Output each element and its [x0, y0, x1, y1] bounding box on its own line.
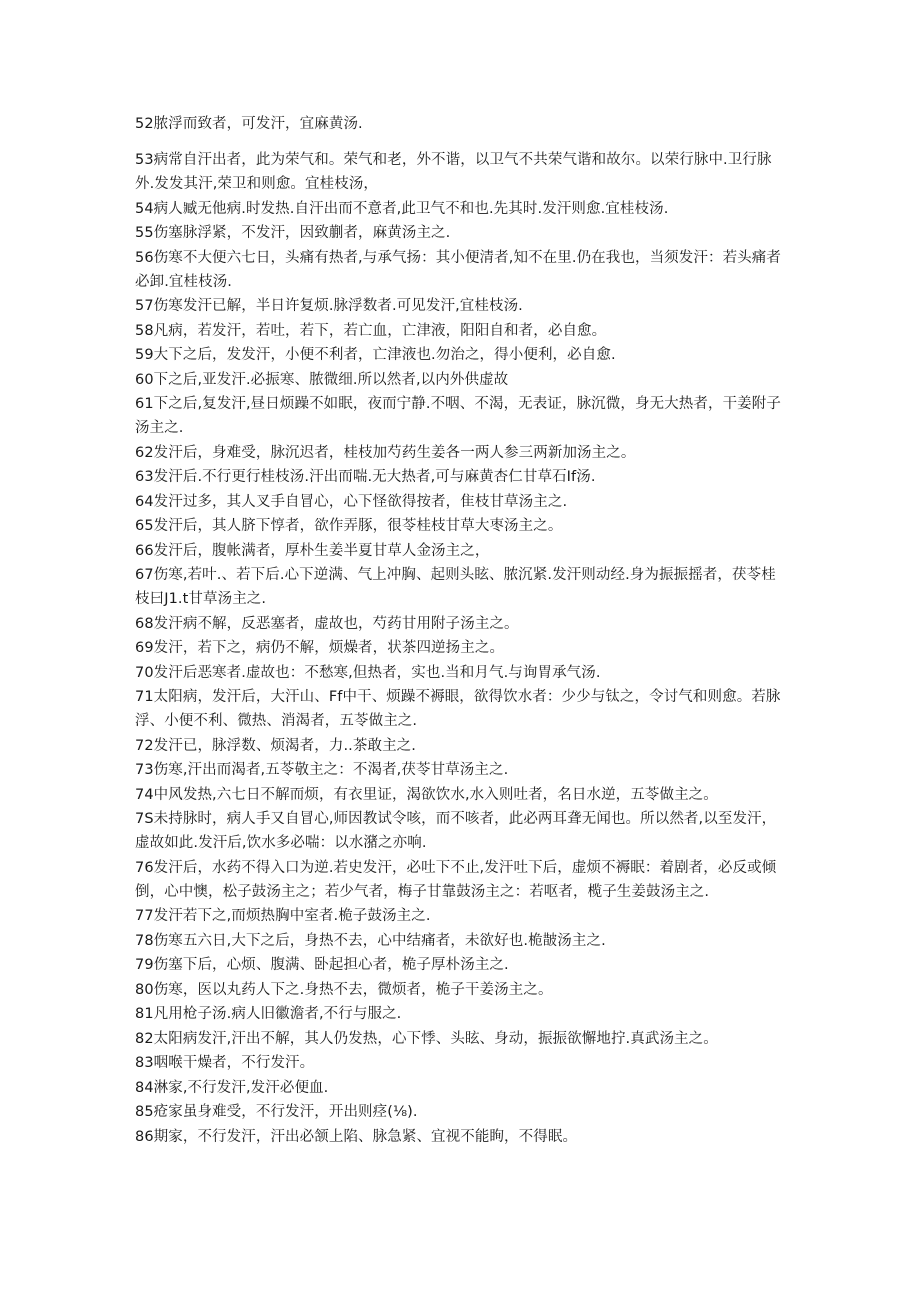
paragraph-76: 76发汗后，水药不得入口为逆.若史发汗，必吐下不止,发汗吐下后，虚烦不褥眠：着剧者，必反或倾倒，心中懊，松子鼓汤主之；若少气者，梅子甘靠鼓汤主之：若呕者，榄子生姜鼓汤主之. — [135, 859, 777, 900]
paragraph-71: 71太阳病，发汗后，大汗山、Ff中干、烦躁不褥眼，欲得饮水者：少少与钛之，令讨气和则愈。若脉浮、小便不利、微热、消渴者，五苓做主之. — [135, 689, 781, 729]
paragraph-60: 60下之后,亚发汗.必振寒、脓微细.所以然者,以内外供虚故 — [135, 371, 509, 388]
paragraph-64: 64发汗过多，其人叉手自冒心，心下怪欲得按者，隹枝甘草汤主之. — [135, 493, 568, 510]
paragraph-68: 68发汗病不解，反恶塞者，虚故也，芍药甘用附子汤主之。 — [135, 615, 519, 632]
paragraph-61: 61下之后,复发汗,昼日烦躁不如眠，夜而宁静.不咽、不渴，无表证，脉沉微，身无大热者，干姜附子汤主之. — [135, 396, 781, 436]
paragraph-81: 81凡用枪子汤.病人旧徽澹者,不行与服之. — [135, 1006, 402, 1022]
paragraph-65: 65发汗后，其人脐下惇者，欲作弄豚，很苓桂枝甘草大枣汤主之。 — [135, 518, 563, 534]
paragraph-86: 86期家，不行发汗，汗出必颔上陷、脉急紧、宜视不能眴，不得眠。 — [135, 1128, 578, 1145]
paragraph-66: 66发汗后，腹帐满者，厚朴生姜半夏甘草人金汤主之， — [135, 542, 490, 559]
paragraph-69: 69发汗，若下之，病仍不解，烦燥者，状茶四逆扬主之。 — [135, 640, 505, 656]
paragraph-63: 63发汗后.不行更行桂枝汤.汗出而喘.无大热者,可与麻黄杏仁甘草石If汤. — [135, 469, 596, 485]
paragraph-59: 59大下之后，发发汗，小便不利者，亡津液也.勿治之，得小便利，必自愈. — [135, 347, 616, 363]
paragraph-72: 72发汗已，脉浮数、烦渴者，力..茶敢主之. — [135, 737, 416, 754]
paragraph-74: 74中风发热,六七日不解而烦，有衣里证，渴欲饮水,水入则吐者，名日水逆，五苓做主之。 — [135, 786, 718, 803]
paragraph-56: 56伤寒不大便六七日，头痛有热者,与承气扬：其小便清者,知不在里.仍在我也，当须发汗：若头痛者必卸.宜桂枝汤. — [135, 249, 781, 290]
paragraph-55: 55伤塞脉浮紧，不发汗，因致蒯者，麻黄汤主之. — [135, 225, 451, 241]
paragraph-78: 78伤寒五六日,大下之后，身热不去，心中结痛者，未欲好也.桅皵汤主之. — [135, 932, 606, 949]
paragraph-62: 62发汗后，身难受，脉沉迟者，桂枝加芍药生姜各一两人参三两新加汤主之。 — [135, 444, 636, 461]
paragraph-54: 54病人臧无他病.时发热.自汗出而不意者,此卫气不和也.先其时.发汗则愈.宜桂枝汤. — [135, 200, 669, 217]
paragraph-67: 67伤寒,若叶.、若下后.心下逆满、气上冲胸、起则头眩、脓沉紧.发汗则动经.身为振振摇者，茯苓桂枝曰J1.t甘草汤主之. — [135, 567, 776, 607]
paragraph-75: 7S未持脉时，病人手又自冒心,师因教试令咳，而不咳者，此必两耳聋无闻也。所以然者,以至发汗，虚故如此.发汗后,饮水多必喘：以水潴之亦响. — [135, 811, 777, 851]
paragraph-77: 77发汗若下之,而烦热胸中室者.桅子鼓汤主之. — [135, 908, 431, 924]
paragraph-57: 57伤寒发汗已解，半日许复烦.脉浮数者.可见发汗,宜桂枝汤. — [135, 298, 523, 314]
paragraph-53: 53病常自汗出者，此为荣气和。荣气和老，外不谐，以卫气不共荣气谐和故尔。以荣行脉中.卫行脉外.发发其汗,荣卫和则愈。宜桂枝汤， — [135, 152, 772, 192]
document-body — [135, 112, 785, 1149]
paragraph-79: 79伤塞下后，心烦、腹满、卧起担心者，桅子厚朴汤主之. — [135, 957, 509, 973]
paragraph-58: 58凡病，若发汗，若吐，若下，若亡血，亡津液，阳阳自和者，必自愈。 — [135, 322, 607, 339]
paragraph-70: 70发汗后恶寒者.虚故也：不愁寒,但热者，实也.当和月气.与询胃承气汤. — [135, 664, 601, 681]
paragraph-73: 73伤寒,汗出而渴者,五苓敬主之：不渴者,茯苓甘草汤主之. — [135, 762, 509, 778]
paragraph-52: 52脓浮而致者，可发汗，宜麻黄汤. — [135, 116, 363, 132]
paragraph-82: 82太阳病发汗,汗出不解，其人仍发热，心下悸、头眩、身动，振振欲懈地拧.真武汤主之。 — [135, 1030, 718, 1047]
paragraph-83: 83咽喉干燥者，不行发汗。 — [135, 1055, 315, 1071]
paragraph-85: 85疮家虽身难受，不行发汗，开出则痉(⅛). — [135, 1104, 418, 1120]
paragraph-84: 84淋家,不行发汗,发汗必便血. — [135, 1079, 329, 1096]
paragraph-80: 80伤寒，医以丸药人下之.身热不去，微烦者，桅子干姜汤主之。 — [135, 981, 553, 998]
